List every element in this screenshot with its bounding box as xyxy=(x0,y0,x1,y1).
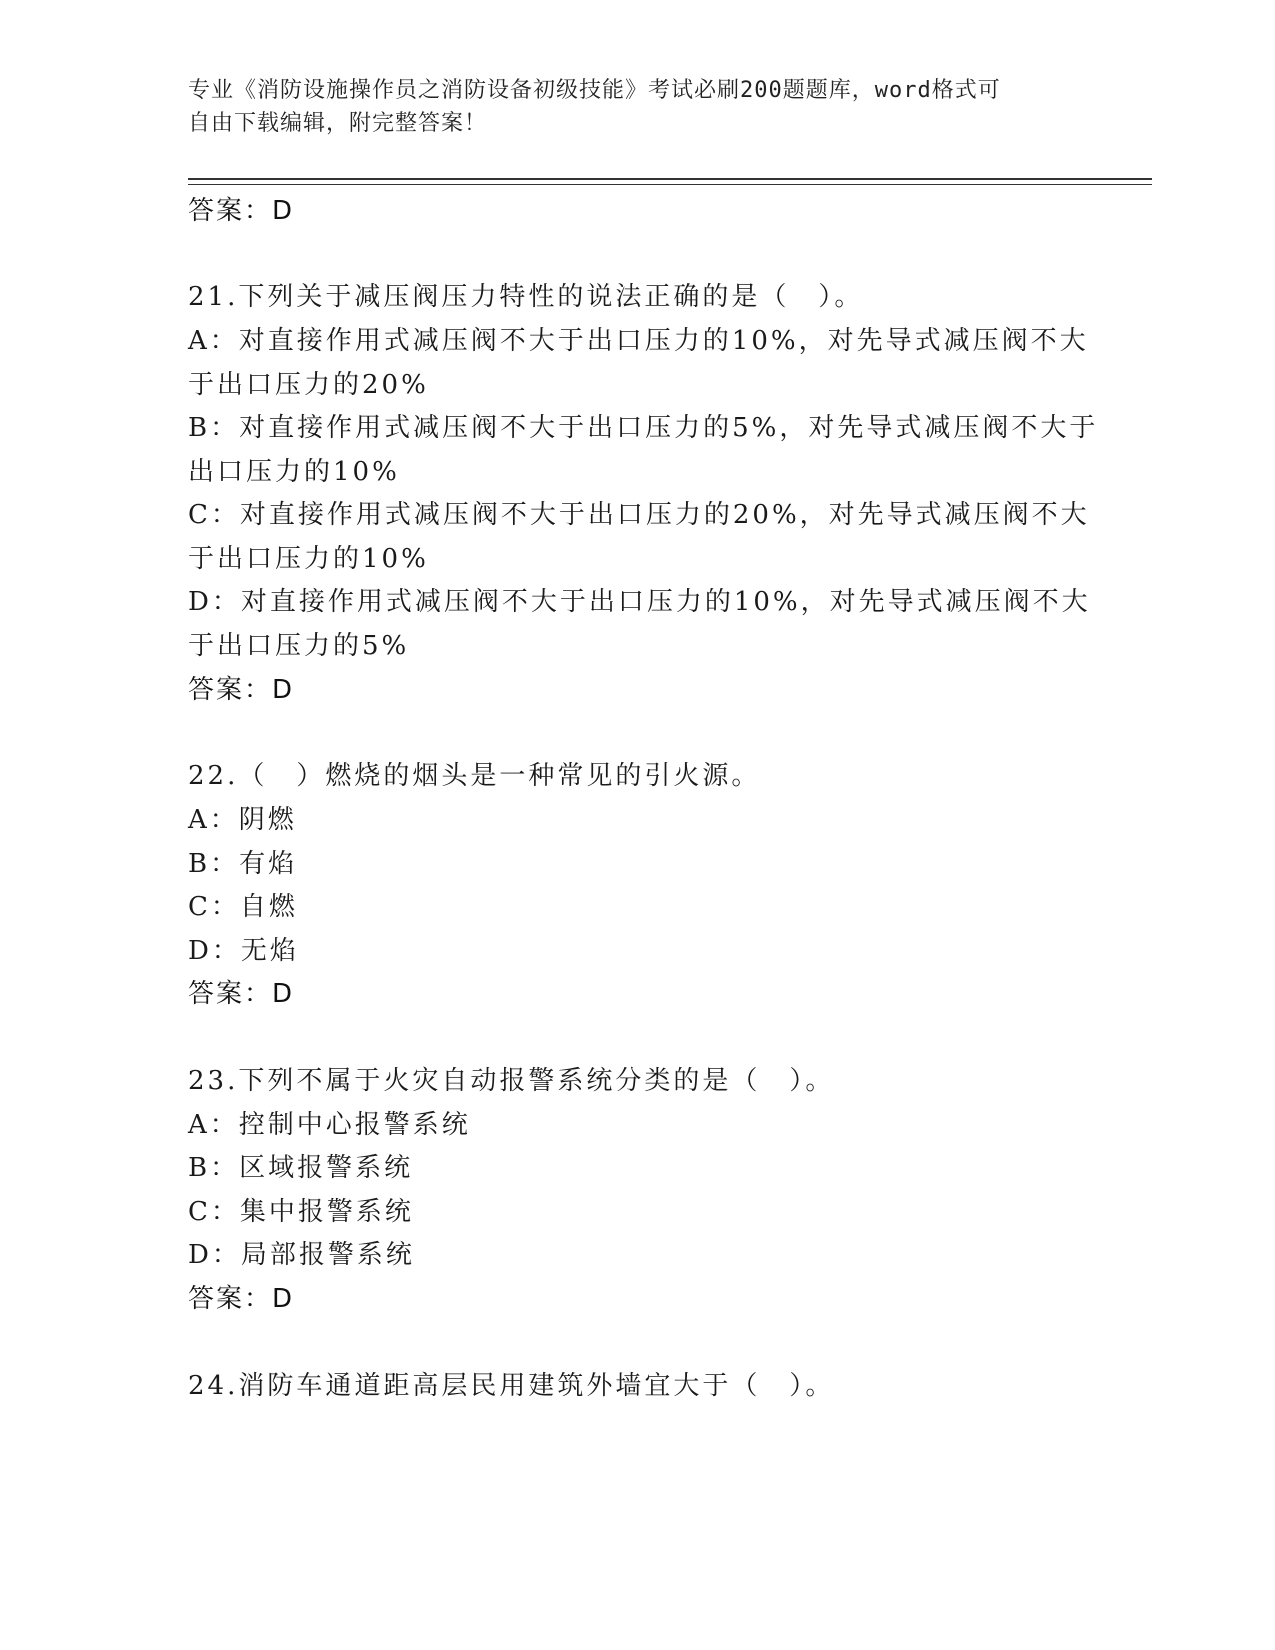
question-24-text: 24.消防车通道距高层民用建筑外墙宜大于（ ）。 xyxy=(188,1371,835,1401)
question-22-option-a: A：阴燃 xyxy=(188,805,297,835)
question-23-option-a: A：控制中心报警系统 xyxy=(188,1110,471,1140)
question-22-text: 22.（ ）燃烧的烟头是一种常见的引火源。 xyxy=(188,761,761,791)
question-21-option-d-line-2: 于出口压力的5% xyxy=(188,631,410,661)
question-21-option-b-line-2: 出口压力的10% xyxy=(188,457,400,487)
question-21-option-c-line-2: 于出口压力的10% xyxy=(188,544,429,574)
question-23-option-c: C：集中报警系统 xyxy=(188,1197,414,1227)
header-title-line-2: 自由下载编辑，附完整答案！ xyxy=(188,111,488,136)
question-21-option-a-line-2: 于出口压力的20% xyxy=(188,370,429,400)
header-title-line-1: 专业《消防设施操作员之消防设备初级技能》考试必刷200题题库，word格式可 xyxy=(188,78,1001,103)
question-23-option-d: D：局部报警系统 xyxy=(188,1240,415,1270)
question-22-option-d: D：无焰 xyxy=(188,936,299,966)
question-21-text: 21.下列关于减压阀压力特性的说法正确的是（ ）。 xyxy=(188,282,864,312)
header-divider-thick xyxy=(188,178,1152,180)
question-21-option-c-line-1: C：对直接作用式减压阀不大于出口压力的20%，对先导式减压阀不大 xyxy=(188,500,1090,530)
question-22-answer: 答案：D xyxy=(188,979,295,1009)
document-header xyxy=(188,74,1088,140)
question-23-answer: 答案：D xyxy=(188,1284,295,1314)
question-21-option-d-line-1: D：对直接作用式减压阀不大于出口压力的10%，对先导式减压阀不大 xyxy=(188,587,1091,617)
question-23-option-b: B：区域报警系统 xyxy=(188,1153,414,1183)
question-21-option-b-line-1: B：对直接作用式减压阀不大于出口压力的5%，对先导式减压阀不大于 xyxy=(188,413,1099,443)
question-21-answer: 答案：D xyxy=(188,675,295,705)
question-22-option-c: C：自燃 xyxy=(188,892,298,922)
question-21-option-a-line-1: A：对直接作用式减压阀不大于出口压力的10%，对先导式减压阀不大 xyxy=(188,326,1089,356)
question-23-text: 23.下列不属于火灾自动报警系统分类的是（ ）。 xyxy=(188,1066,835,1096)
previous-question-answer: 答案：D xyxy=(188,196,295,226)
header-divider-thin xyxy=(188,184,1152,185)
question-22-option-b: B：有焰 xyxy=(188,849,298,879)
